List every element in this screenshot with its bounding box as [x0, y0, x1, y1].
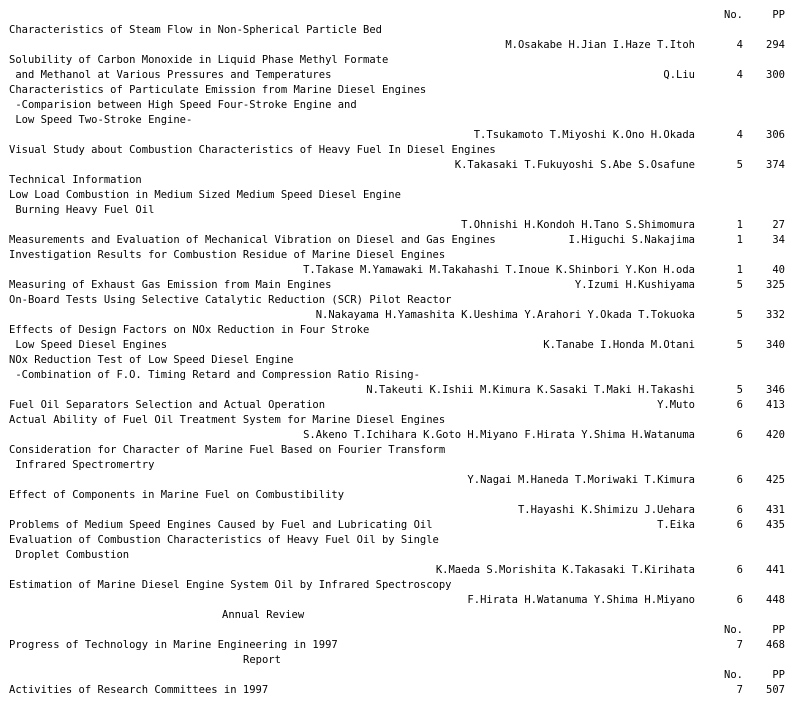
entry-title: Effects of Design Factors on NOx Reduction in Four Stroke: [9, 324, 370, 336]
entry-title-cont: -Combination of F.O. Timing Retard and Compression Ratio Rising-: [9, 369, 420, 381]
entry-no: 4: [736, 69, 743, 81]
entry-no: 7: [736, 684, 743, 696]
entry-title: Activities of Research Committees in 1997: [9, 684, 269, 696]
column-header-pp: PP: [772, 9, 785, 21]
entry-title: Problems of Medium Speed Engines Caused by Fuel and Lubricating Oil: [9, 519, 433, 531]
entry-no: 5: [736, 384, 743, 396]
entry-title: On-Board Tests Using Selective Catalytic Reduction (SCR) Pilot Reactor: [9, 294, 452, 306]
entry-authors: I.Higuchi S.Nakajima: [568, 234, 695, 246]
entry-title: Low Load Combustion in Medium Sized Medium Speed Diesel Engine: [9, 189, 401, 201]
entry-pp: 420: [766, 429, 785, 441]
entry-authors: T.Takase M.Yamawaki M.Takahashi T.Inoue K.Shinbori Y.Kon H.oda: [303, 264, 695, 276]
entry-title: Actual Ability of Fuel Oil Treatment System for Marine Diesel Engines: [9, 414, 446, 426]
entry-authors: M.Osakabe H.Jian I.Haze T.Itoh: [505, 39, 695, 51]
entry-title-cont: Low Speed Diesel Engines: [9, 339, 168, 351]
section-heading-report: Report: [243, 654, 281, 666]
entry-title: Fuel Oil Separators Selection and Actual Operation: [9, 399, 326, 411]
entry-no: 4: [736, 39, 743, 51]
entry-pp: 340: [766, 339, 785, 351]
entry-title: Progress of Technology in Marine Engineering in 1997: [9, 639, 338, 651]
entry-no: 1: [736, 234, 743, 246]
entry-authors: N.Takeuti K.Ishii M.Kimura K.Sasaki T.Maki H.Takashi: [366, 384, 695, 396]
entry-title: Estimation of Marine Diesel Engine System Oil by Infrared Spectroscopy: [9, 579, 452, 591]
entry-no: 6: [736, 504, 743, 516]
entry-title: Measuring of Exhaust Gas Emission from Main Engines: [9, 279, 332, 291]
entry-no: 6: [736, 474, 743, 486]
entry-authors: T.Hayashi K.Shimizu J.Uehara: [517, 504, 695, 516]
entry-no: 6: [736, 399, 743, 411]
entry-pp: 413: [766, 399, 785, 411]
entry-pp: 40: [772, 264, 785, 276]
entry-authors: S.Akeno T.Ichihara K.Goto H.Miyano F.Hirata Y.Shima H.Watanuma: [303, 429, 695, 441]
entry-title: Evaluation of Combustion Characteristics of Heavy Fuel Oil by Single: [9, 534, 439, 546]
column-header-no: No.: [724, 624, 743, 636]
entry-authors: Q.Liu: [663, 69, 695, 81]
entry-no: 5: [736, 339, 743, 351]
entry-authors: K.Takasaki T.Fukuyoshi S.Abe S.Osafune: [454, 159, 695, 171]
entry-no: 5: [736, 159, 743, 171]
entry-title-cont: Droplet Combustion: [9, 549, 130, 561]
column-header-no: No.: [724, 9, 743, 21]
entry-pp: 441: [766, 564, 785, 576]
entry-pp: 448: [766, 594, 785, 606]
entry-authors: N.Nakayama H.Yamashita K.Ueshima Y.Arahori Y.Okada T.Tokuoka: [315, 309, 695, 321]
entry-title: Visual Study about Combustion Characteristics of Heavy Fuel In Diesel Engines: [9, 144, 496, 156]
entry-no: 5: [736, 279, 743, 291]
entry-no: 6: [736, 564, 743, 576]
section-heading-annual-review: Annual Review: [222, 609, 305, 621]
entry-pp: 300: [766, 69, 785, 81]
entry-title-cont: and Methanol at Various Pressures and Temperatures: [9, 69, 332, 81]
column-header-pp: PP: [772, 624, 785, 636]
entry-pp: 431: [766, 504, 785, 516]
entry-pp: 507: [766, 684, 785, 696]
entry-no: 5: [736, 309, 743, 321]
entry-title: Consideration for Character of Marine Fuel Based on Fourier Transform: [9, 444, 446, 456]
entry-pp: 27: [772, 219, 785, 231]
entry-authors: Y.Muto: [657, 399, 695, 411]
entry-pp: 468: [766, 639, 785, 651]
entry-no: 4: [736, 129, 743, 141]
entry-no: 1: [736, 264, 743, 276]
entry-title-cont: Low Speed Two-Stroke Engine-: [9, 114, 193, 126]
entry-authors: Y.Izumi H.Kushiyama: [574, 279, 695, 291]
entry-title-cont: Infrared Spectromertry: [9, 459, 155, 471]
entry-pp: 332: [766, 309, 785, 321]
entry-authors: K.Tanabe I.Honda M.Otani: [543, 339, 695, 351]
entry-title: Characteristics of Steam Flow in Non-Spherical Particle Bed: [9, 24, 382, 36]
entry-pp: 425: [766, 474, 785, 486]
entry-authors: K.Maeda S.Morishita K.Takasaki T.Kirihata: [435, 564, 695, 576]
entry-no: 7: [736, 639, 743, 651]
entry-no: 6: [736, 429, 743, 441]
section-heading-technical: Technical Information: [9, 174, 142, 186]
entry-pp: 325: [766, 279, 785, 291]
entry-title: Effect of Components in Marine Fuel on Combustibility: [9, 489, 345, 501]
entry-no: 6: [736, 594, 743, 606]
entry-title: Characteristics of Particulate Emission from Marine Diesel Engines: [9, 84, 427, 96]
entry-pp: 435: [766, 519, 785, 531]
entry-authors: T.Eika: [657, 519, 695, 531]
entry-title-cont: -Comparision between High Speed Four-Stroke Engine and: [9, 99, 357, 111]
column-header-no: No.: [724, 669, 743, 681]
entry-authors: T.Ohnishi H.Kondoh H.Tano S.Shimomura: [461, 219, 695, 231]
entry-title: Investigation Results for Combustion Residue of Marine Diesel Engines: [9, 249, 446, 261]
entry-pp: 306: [766, 129, 785, 141]
entry-pp: 374: [766, 159, 785, 171]
entry-title: Measurements and Evaluation of Mechanical Vibration on Diesel and Gas Engines: [9, 234, 496, 246]
entry-authors: Y.Nagai M.Haneda T.Moriwaki T.Kimura: [467, 474, 695, 486]
entry-title: NOx Reduction Test of Low Speed Diesel Engine: [9, 354, 294, 366]
entry-no: 6: [736, 519, 743, 531]
column-header-pp: PP: [772, 669, 785, 681]
entry-no: 1: [736, 219, 743, 231]
entry-pp: 294: [766, 39, 785, 51]
entry-pp: 34: [772, 234, 785, 246]
entry-authors: T.Tsukamoto T.Miyoshi K.Ono H.Okada: [473, 129, 695, 141]
entry-title-cont: Burning Heavy Fuel Oil: [9, 204, 155, 216]
entry-authors: F.Hirata H.Watanuma Y.Shima H.Miyano: [467, 594, 695, 606]
entry-pp: 346: [766, 384, 785, 396]
entry-title: Solubility of Carbon Monoxide in Liquid Phase Methyl Formate: [9, 54, 389, 66]
